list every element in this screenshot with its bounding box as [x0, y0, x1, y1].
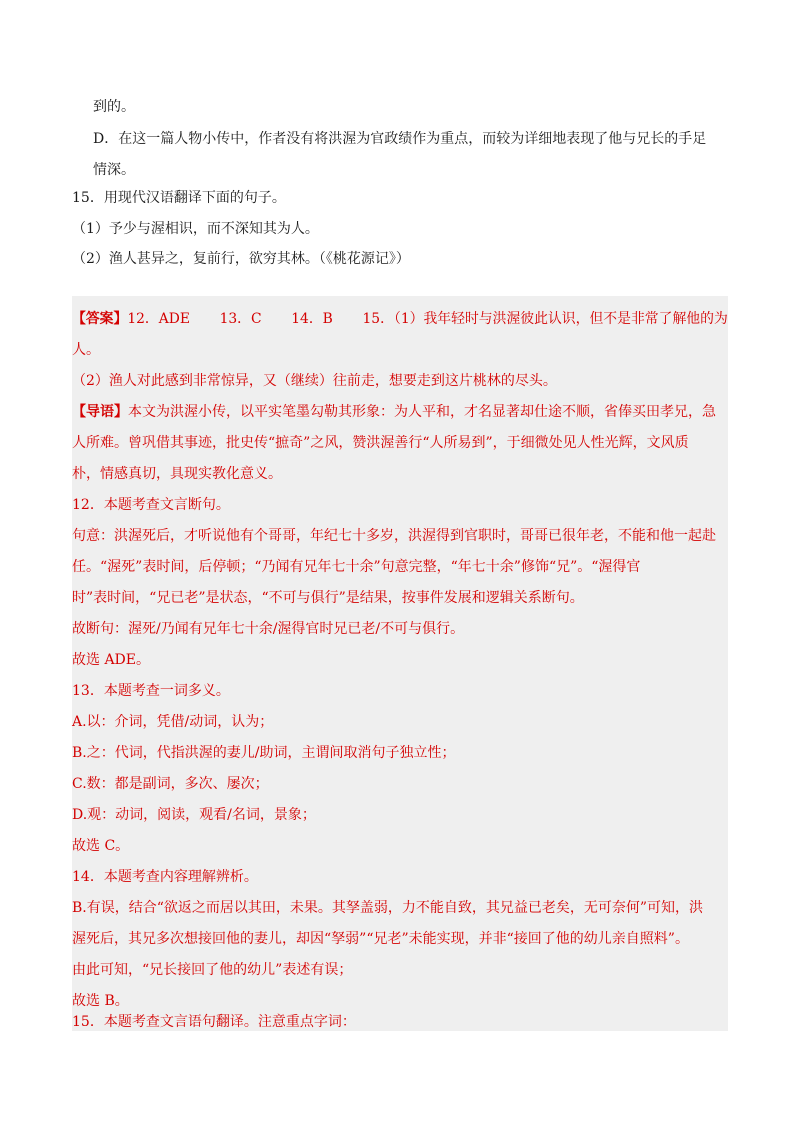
explain-15-title: 15．本题考查文言语句翻译。注意重点字词：: [72, 1014, 356, 1030]
explain-13-c: C.数：都是副词，多次、屡次；: [72, 776, 269, 792]
explain-12-line-3: 时”表时间，“兄已老”是状态，“不可与俱行”是结果，按事件发展和逻辑关系断句。: [72, 590, 584, 606]
guide-label: 【导语】: [72, 404, 128, 420]
answer-label: 【答案】: [72, 311, 128, 327]
explain-12-title: 12．本题考查文言断句。: [72, 497, 230, 513]
question-line-1: 到的。: [93, 99, 135, 115]
answer-line-1: [72, 309, 728, 329]
explain-12-line-4: 故断句：渥死/乃闻有兄年七十余/渥得官时兄已老/不可与俱行。: [72, 621, 465, 637]
question-line-3: 情深。: [93, 162, 135, 178]
answer-13: 13．C: [219, 311, 262, 327]
explain-12-line-2: 任。“渥死”表时间，后停顿；“乃闻有兄年七十余”句意完整，“年七十余”修饰“兄”。“渥得官: [72, 559, 641, 575]
guide-line-1: [72, 402, 716, 422]
question-15-sentence-2: （2）渔人甚异之，复前行，欲穷其林。（《桃花源记》）: [72, 251, 410, 267]
question-15-sentence-1: （1）予少与渥相识，而不深知其为人。: [72, 221, 319, 237]
explain-13-d: D.观：动词，阅读，观看/名词，景象；: [72, 807, 316, 823]
guide-line-2: 人所难。曾巩借其事迹，批史传“摭奇”之风，赞洪渥善行“人所易到”，于细微处见人性光辉，文风质: [72, 435, 689, 451]
guide-line-3: 朴，情感真切，具现实教化意义。: [72, 466, 282, 482]
explain-14-line-2: 渥死后，其兄多次想接回他的妻儿，却因“孥弱”“兄老”未能实现，并非“接回了他的幼儿亲自照料”。: [72, 931, 689, 947]
explain-12-line-1: 句意：洪渥死后，才听说他有个哥哥，年纪七十多岁，洪渥得到官职时，哥哥已很年老，不能和他一起赴: [72, 528, 716, 544]
explain-14-conclusion: 故选 B。: [72, 993, 129, 1009]
answer-line-2: 人。: [72, 342, 100, 358]
answer-15: 15．（1）我年轻时与洪渥彼此认识，但不是非常了解他的为: [362, 311, 728, 327]
question-option-d: D．在这一篇人物小传中，作者没有将洪渥为官政绩作为重点，而较为详细地表现了他与兄长的手足: [93, 131, 707, 147]
explain-12-conclusion: 故选 ADE。: [72, 652, 151, 668]
explain-13-a: A.以：介词，凭借/动词，认为；: [72, 714, 274, 730]
question-15-title: 15．用现代汉语翻译下面的句子。: [72, 190, 286, 206]
guide-text: 本文为洪渥小传，以平实笔墨勾勒其形象：为人平和，才名显著却仕途不顺，省俸买田孝兄，急: [128, 404, 716, 420]
explain-14-title: 14．本题考查内容理解辨析。: [72, 869, 258, 885]
explain-14-line-3: 由此可知，“兄长接回了他的幼儿”表述有误；: [72, 962, 353, 978]
explain-13-title: 13．本题考查一词多义。: [72, 683, 230, 699]
explain-13-b: B.之：代词，代指洪渥的妻儿/助词，主谓间取消句子独立性；: [72, 745, 456, 761]
explain-14-line-1: B.有误，结合“欲返之而居以其田，未果。其孥盖弱，力不能自致，其兄益已老矣，无可奈何”可知，洪: [72, 900, 704, 916]
answer-14: 14．B: [291, 311, 333, 327]
explain-13-conclusion: 故选 C。: [72, 838, 130, 854]
answer-12: 12．ADE: [127, 311, 190, 327]
answer-line-3: （2）渔人对此感到非常惊异，又（继续）往前走，想要走到这片桃林的尽头。: [72, 373, 557, 389]
